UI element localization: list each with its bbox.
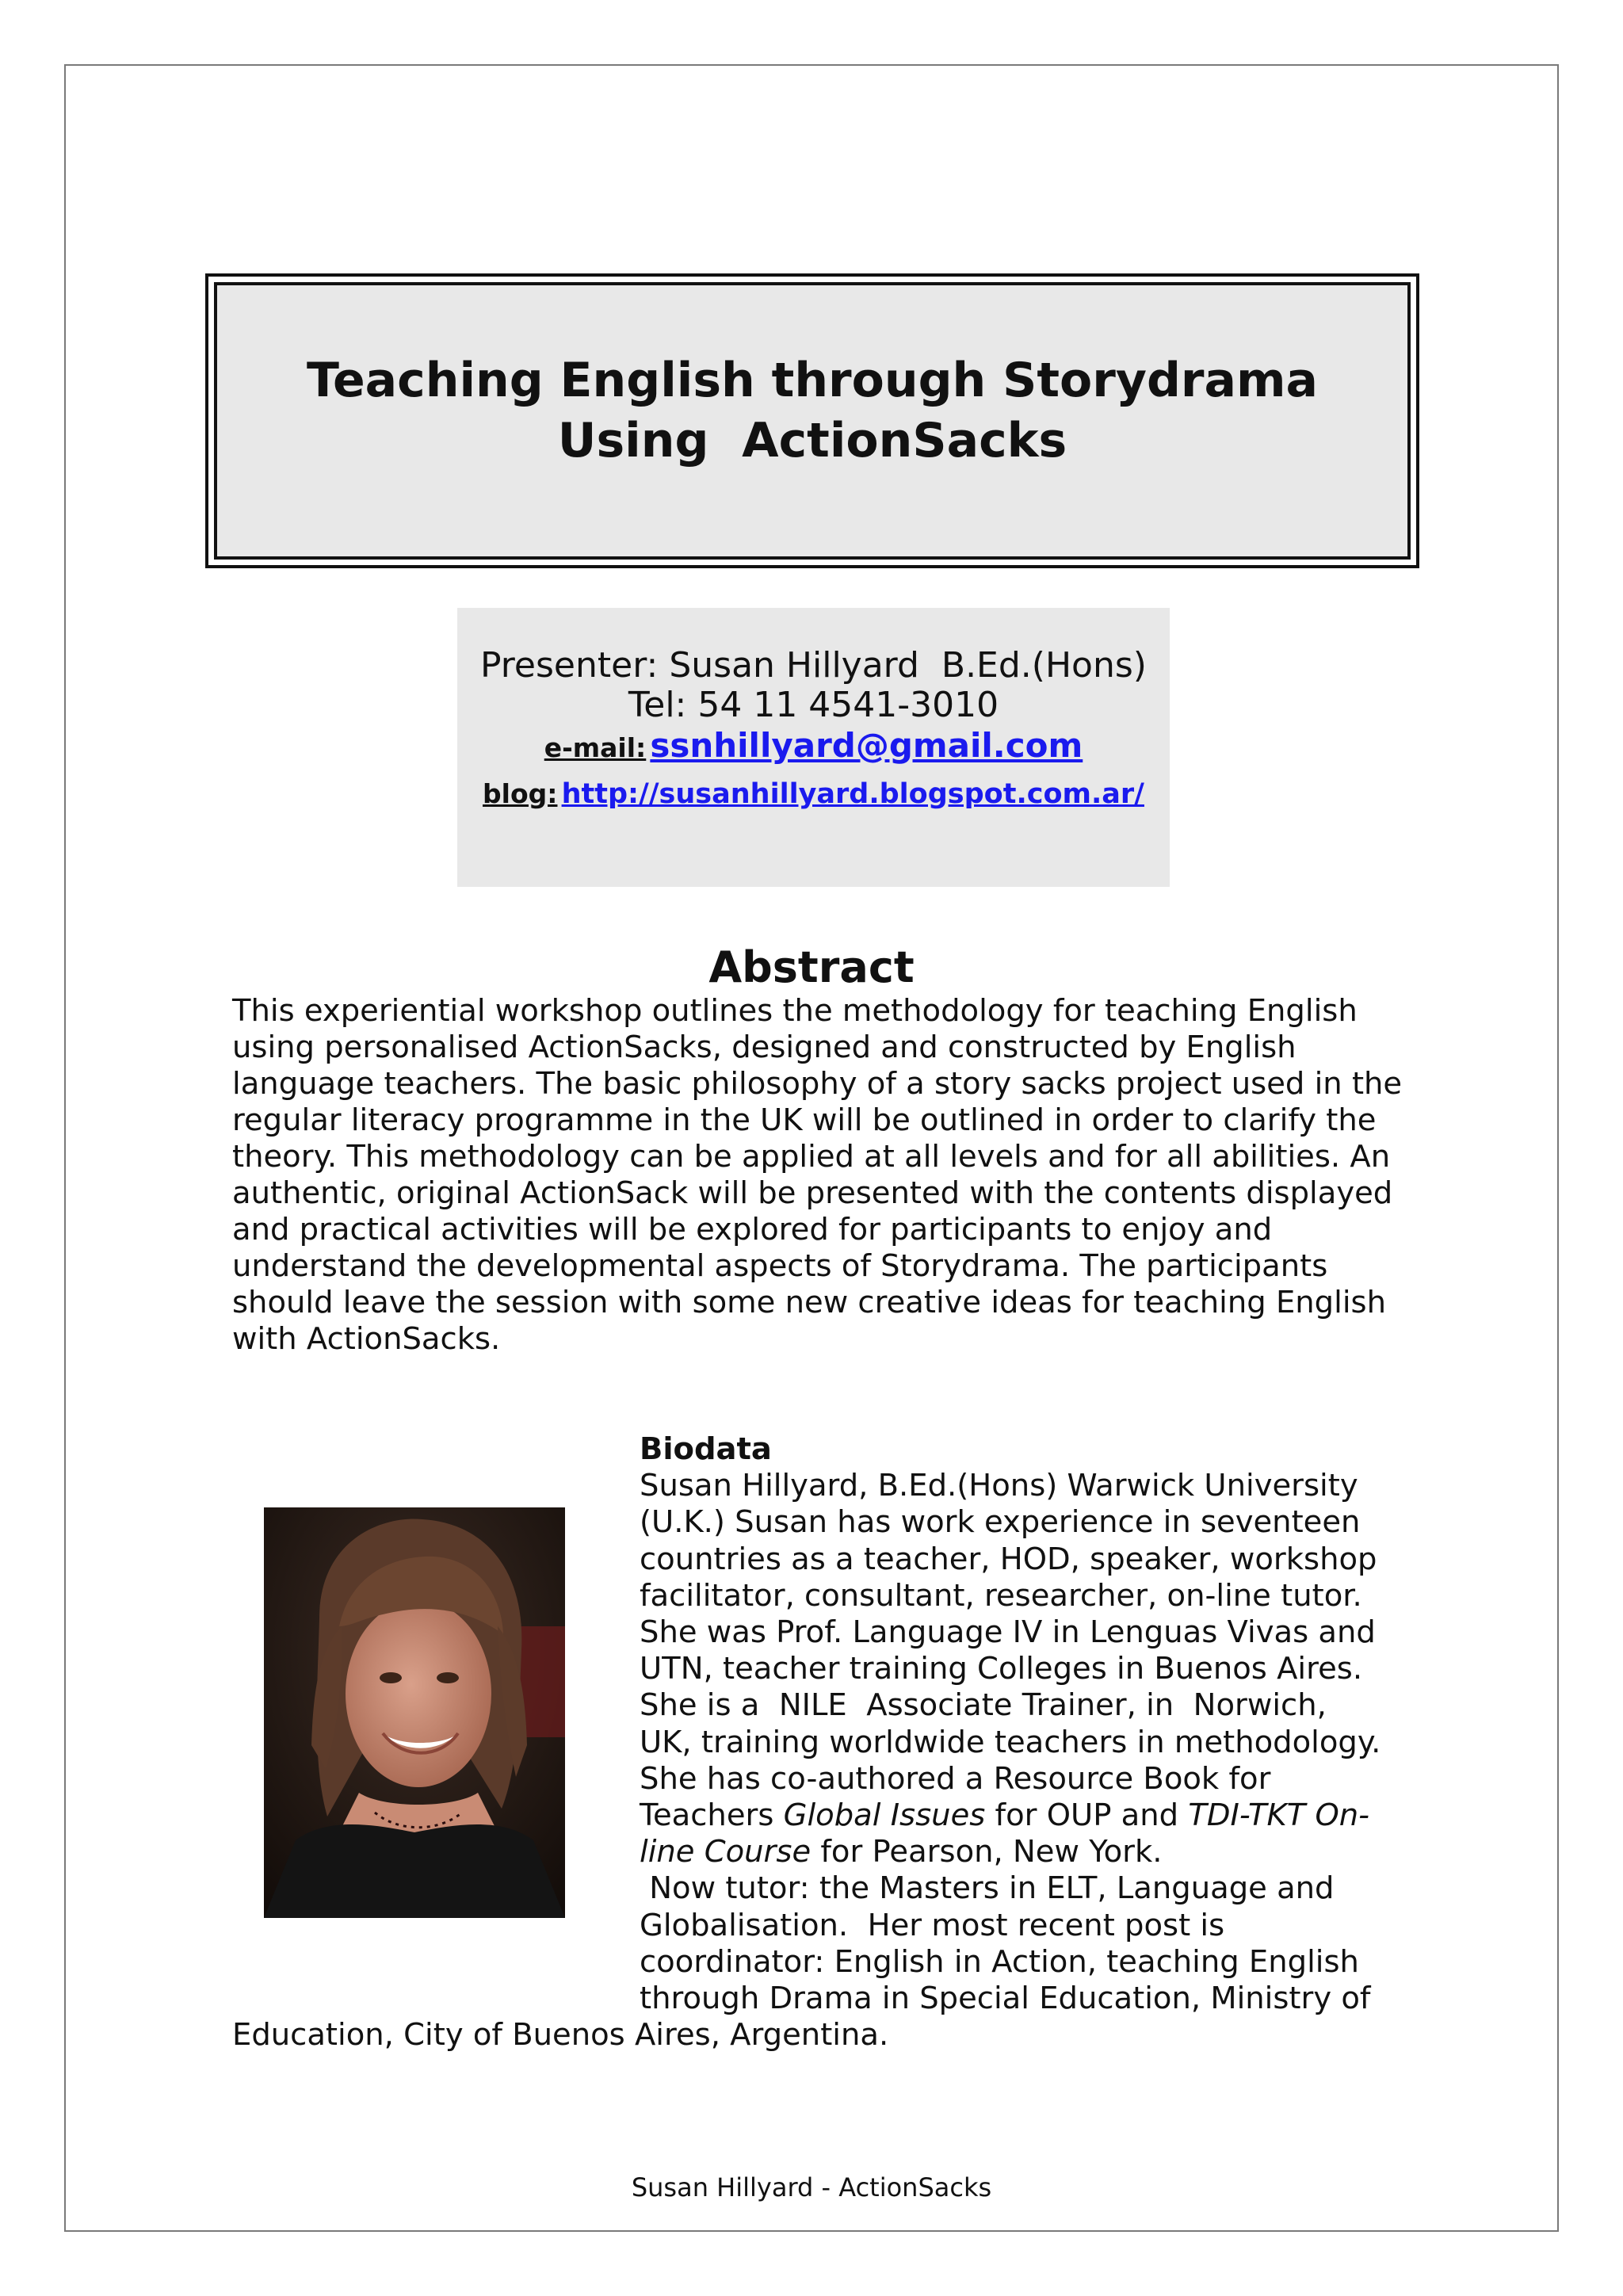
abstract-line: understand the developmental aspects of Storydrama. The participants (232, 1248, 1328, 1284)
biodata-line: facilitator, consultant, researcher, on-line tutor. (640, 1577, 1362, 1614)
biodata-line: countries as a teacher, HOD, speaker, workshop (640, 1541, 1377, 1577)
title-box-inner (214, 282, 1411, 560)
blog-label: blog: (483, 778, 558, 809)
email-line (457, 725, 1170, 774)
biodata-line: through Drama in Special Education, Ministry of (640, 1981, 1371, 2017)
document-title-line-1: Teaching English through Storydrama (307, 353, 1318, 408)
book-title-global-issues: Global Issues (783, 1797, 986, 1834)
book-title-tdi-tkt-cont: line Course (640, 1834, 812, 1870)
biodata-line: UK, training worldwide teachers in methodology. (640, 1724, 1381, 1760)
blog-line (457, 774, 1170, 819)
book-title-tdi-tkt: TDI-TKT On- (1188, 1797, 1370, 1834)
tel-line: Tel: 54 11 4541-3010 (628, 685, 999, 725)
biodata-text: for OUP and (985, 1797, 1189, 1834)
biodata-last-line: Education, City of Buenos Aires, Argentina. (232, 2017, 889, 2053)
biodata-line-course (640, 1834, 1432, 1870)
biodata-line: She is a NILE Associate Trainer, in Norwich, (640, 1687, 1327, 1724)
abstract-line: language teachers. The basic philosophy of a story sacks project used in the (232, 1066, 1403, 1102)
contact-box (457, 608, 1170, 887)
biodata-line: UTN, teacher training Colleges in Buenos Aires. (640, 1651, 1363, 1687)
document-title-line-2: Using ActionSacks (557, 413, 1067, 468)
abstract-body (232, 993, 1405, 1358)
abstract-line: regular literacy programme in the UK will be outlined in order to clarify the (232, 1102, 1377, 1138)
biodata-line: (U.K.) Susan has work experience in seventeen (640, 1504, 1361, 1541)
abstract-line: using personalised ActionSacks, designed and constructed by English (232, 1030, 1296, 1065)
biodata-line: coordinator: English in Action, teaching English (640, 1943, 1359, 1980)
biodata-heading: Biodata (640, 1431, 772, 1467)
abstract-heading: Abstract (708, 942, 915, 992)
abstract-line: theory. This methodology can be applied at all levels and for all abilities. An (232, 1139, 1391, 1175)
biodata-line: Now tutor: the Masters in ELT, Language and (640, 1870, 1335, 1907)
blog-link[interactable]: http://susanhillyard.blogspot.com.ar/ (561, 778, 1144, 810)
abstract-line: authentic, original ActionSack will be presented with the contents displayed (232, 1175, 1393, 1211)
abstract-line: and practical activities will be explored for participants to enjoy and (232, 1212, 1273, 1247)
biodata-section (640, 1431, 1432, 2017)
email-label: e-mail: (544, 732, 647, 763)
abstract-line: should leave the session with some new creative ideas for teaching English (232, 1285, 1386, 1320)
biodata-line: She has co-authored a Resource Book for (640, 1760, 1271, 1797)
abstract-line: This experiential workshop outlines the methodology for teaching English (232, 993, 1358, 1029)
page-footer: Susan Hillyard - ActionSacks (631, 2172, 992, 2202)
email-link[interactable]: ssnhillyard@gmail.com (650, 726, 1083, 765)
biodata-line: Susan Hillyard, B.Ed.(Hons) Warwick University (640, 1468, 1358, 1504)
biodata-line: Globalisation. Her most recent post is (640, 1907, 1225, 1943)
title-box (205, 273, 1419, 568)
abstract-line: with ActionSacks. (232, 1321, 501, 1357)
presenter-line: Presenter: Susan Hillyard B.Ed.(Hons) (480, 645, 1147, 686)
biodata-text: Teachers (640, 1797, 784, 1834)
biodata-text: for Pearson, New York. (811, 1834, 1163, 1870)
biodata-line: She was Prof. Language IV in Lenguas Vivas and (640, 1614, 1376, 1651)
presenter-photo (264, 1507, 565, 1918)
biodata-line-publications (640, 1797, 1432, 1834)
